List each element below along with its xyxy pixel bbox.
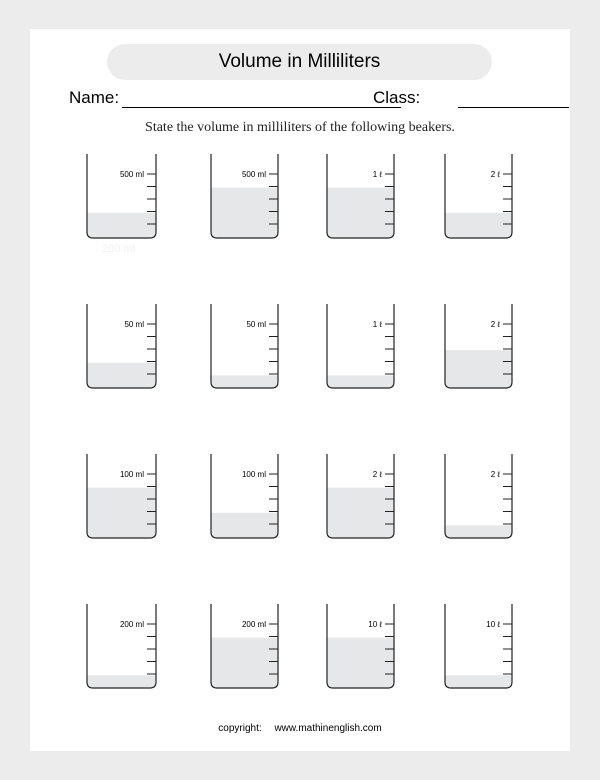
capacity-label: 50 ml [124,320,144,329]
capacity-label: 1 ℓ [372,170,382,179]
beaker [327,604,394,688]
website-link[interactable]: www.mathinenglish.com [274,723,382,734]
capacity-label: 100 ml [241,470,266,479]
capacity-label: 2 ℓ [490,320,500,329]
capacity-label: 500 ml [241,170,266,179]
beaker [327,454,394,538]
capacity-label: 10 ℓ [368,620,382,629]
beaker-liquid [87,675,156,688]
beaker-liquid [445,525,512,538]
beaker-liquid [211,188,278,238]
beaker [211,604,278,688]
capacity-label: 100 ml [119,470,144,479]
capacity-label: 50 ml [246,320,266,329]
capacity-label: 200 ml [119,620,144,629]
capacity-label: 1 ℓ [372,320,382,329]
worksheet-page [30,29,570,751]
capacity-label: 200 ml [241,620,266,629]
beaker [87,304,156,388]
beaker-liquid [211,375,278,388]
capacity-label: 500 ml [119,170,144,179]
name-label: Name: [69,88,120,107]
beaker-liquid [445,213,512,238]
beaker-liquid [87,363,156,388]
beaker [327,304,394,388]
beaker-liquid [327,638,394,688]
beaker [211,304,278,388]
beaker [87,154,156,238]
beaker [445,454,512,538]
beaker [327,154,394,238]
beaker [87,454,156,538]
capacity-label: 2 ℓ [490,170,500,179]
beaker [445,604,512,688]
beaker-liquid [327,375,394,388]
beaker-liquid [445,350,512,388]
instruction-text: State the volume in milliliters of the following beakers. [145,120,455,135]
capacity-label: 10 ℓ [486,620,500,629]
beaker [87,604,156,688]
beaker [211,454,278,538]
beaker [445,304,512,388]
copyright-label: copyright: [218,723,262,734]
beaker-liquid [445,675,512,688]
beaker [211,154,278,238]
beaker-liquid [327,188,394,238]
ghost-label: 200 ml [102,243,136,255]
footer [30,723,570,734]
beaker-liquid [87,488,156,538]
beaker-liquid [211,638,278,688]
beaker-grid [30,29,570,751]
capacity-label: 2 ℓ [372,470,382,479]
beaker-liquid [87,213,156,238]
beaker-liquid [327,488,394,538]
capacity-label: 2 ℓ [490,470,500,479]
worksheet-title: Volume in Milliliters [107,44,492,80]
class-label: Class: [373,88,421,107]
beaker-liquid [211,513,278,538]
beaker [445,154,512,238]
